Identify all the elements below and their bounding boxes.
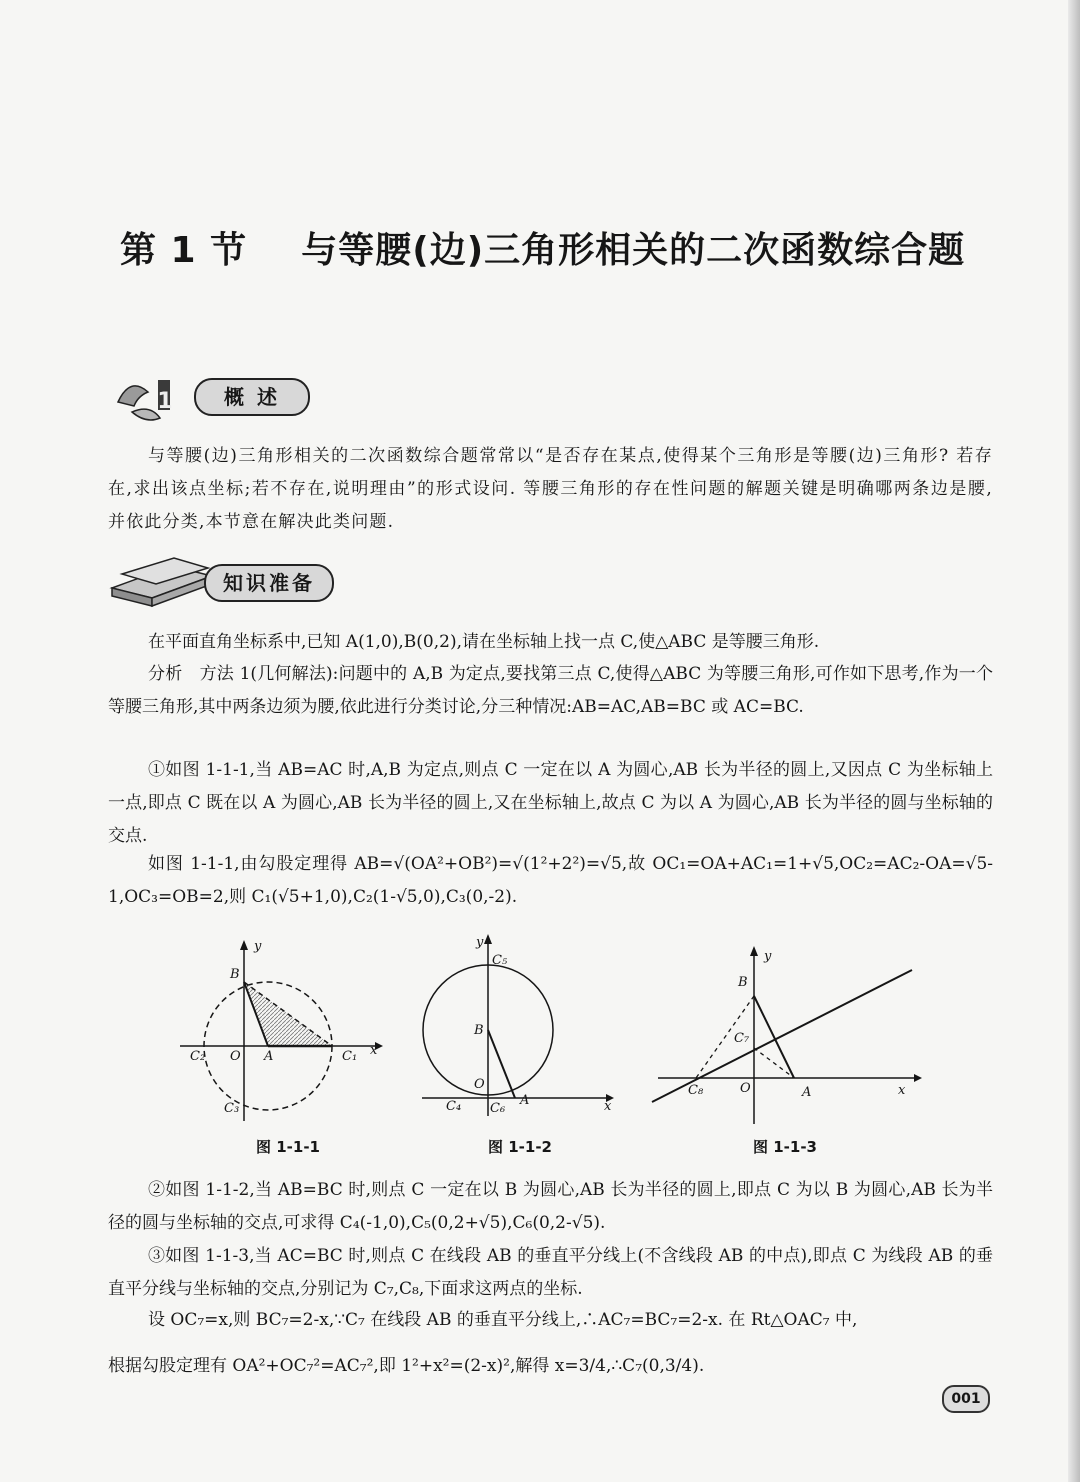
overview-text: 与等腰(边)三角形相关的二次函数综合题常常以“是否存在某点,使得某个三角形是等腰(边)三角形? 若存在,求出该点坐标;若不存在,说明理由”的形式设问. 等腰三角形的存在性问题的解题关键是明确哪两条边是腰,并依此分类,本节意在解决此类问题.: [108, 446, 993, 532]
case-1-calculation: 如图 1-1-1,由勾股定理得 AB=√(OA²+OB²)=√(1²+2²)=√5,故 OC₁=OA+AC₁=1+√5,OC₂=AC₂-OA=√5-1,OC₃=OB=2,则 C₁(√5+1,0),C₂(1-√5,0),C₃(0,-2).: [108, 854, 993, 907]
figure-1-1-2-caption: 图 1-1-2: [488, 1138, 552, 1156]
knowledge-badge-label: 知识准备: [204, 564, 334, 602]
fig2-label-c4: C₄: [446, 1099, 462, 1114]
fig2-label-c5: C₅: [492, 953, 508, 968]
analysis-text: 分析 方法 1(几何解法):问题中的 A,B 为定点,要找第三点 C,使得△ABC 为等腰三角形,可作如下思考,作为一个等腰三角形,其中两条边须为腰,依此进行分类讨论,分三种情况:AB=AC,AB=BC 或 AC=BC.: [108, 664, 993, 717]
fig1-label-b: B: [230, 967, 240, 982]
section-title: 第 1 节 与等腰(边)三角形相关的二次函数综合题: [120, 230, 966, 271]
fig1-label-x: x: [370, 1043, 378, 1058]
overview-badge: [110, 372, 310, 416]
fig2-label-b: B: [474, 1023, 484, 1038]
fig1-label-c3: C₃: [224, 1101, 240, 1116]
fig2-label-a: A: [520, 1093, 530, 1108]
segment-c7a: [754, 1048, 794, 1078]
figure-1-1-1-caption: 图 1-1-1: [256, 1138, 320, 1156]
case-3-calculation-a: 设 OC₇=x,则 BC₇=2-x,∵C₇ 在线段 AB 的垂直平分线上,∴AC₇=BC₇=2-x. 在 Rt△OAC₇ 中,: [148, 1310, 858, 1330]
fig1-label-c1: C₁: [342, 1049, 358, 1064]
knowledge-badge: [108, 548, 338, 595]
case-3-calculation-b: 根据勾股定理有 OA²+OC₇²=AC₇²,即 1²+x²=(2-x)²,解得 x=3/4,∴C₇(0,3/4).: [108, 1356, 705, 1376]
y-axis-arrow: [750, 946, 758, 956]
fig1-label-o: O: [230, 1049, 241, 1064]
y-axis-arrow: [240, 940, 248, 950]
overview-badge-label: 概 述: [194, 378, 310, 416]
segment-ab: [754, 996, 794, 1078]
page-edge-shadow: [1068, 0, 1080, 1482]
books-icon: [108, 548, 218, 610]
problem-statement: 在平面直角坐标系中,已知 A(1,0),B(0,2),请在坐标轴上找一点 C,使△ABC 是等腰三角形.: [148, 632, 820, 652]
fig2-label-x: x: [604, 1099, 612, 1114]
case-3-text: ③如图 1-1-3,当 AC=BC 时,则点 C 在线段 AB 的垂直平分线上(不含线段 AB 的中点),即点 C 为线段 AB 的垂直平分线与坐标轴的交点,分别记为 C₇,C₈,下面求这两点的坐标.: [108, 1246, 993, 1299]
fig1-label-y: y: [254, 939, 262, 954]
figure-1-1-1: [170, 936, 400, 1126]
fig3-label-a: A: [802, 1085, 812, 1100]
fig1-label-c2: C₂: [190, 1049, 206, 1064]
figure-1-1-2: [410, 930, 620, 1120]
fig3-label-b: B: [738, 975, 748, 990]
overview-emblem-icon: [110, 372, 200, 424]
fig1-label-a: A: [264, 1049, 274, 1064]
y-axis-arrow: [484, 934, 492, 944]
fig2-label-y: y: [476, 935, 484, 950]
segment-ba: [488, 1030, 515, 1098]
page-number: 001: [942, 1385, 990, 1413]
x-axis-arrow: [914, 1074, 922, 1082]
case-1-text: ①如图 1-1-1,当 AB=AC 时,A,B 为定点,则点 C 一定在以 A 为圆心,AB 长为半径的圆上,又因点 C 为坐标轴上一点,即点 C 既在以 A 为圆心,AB 长为半径的圆上,又在坐标轴上,故点 C 为以 A 为圆心,AB 长为半径的圆与坐标轴的交点.: [108, 760, 993, 846]
fig3-label-o: O: [740, 1081, 751, 1096]
fig3-label-c7: C₇: [734, 1031, 750, 1046]
overview-number-glyph: 1: [157, 389, 173, 414]
fig3-label-y: y: [764, 949, 772, 964]
case-2-text: ②如图 1-1-2,当 AB=BC 时,则点 C 一定在以 B 为圆心,AB 长为半径的圆上,即点 C 为以 B 为圆心,AB 长为半径的圆与坐标轴的交点,可求得 C₄(-1,0),C₅(0,2+√5),C₆(0,2-√5).: [108, 1180, 993, 1233]
fig3-label-c8: C₈: [688, 1083, 704, 1098]
fig2-label-o: O: [474, 1077, 485, 1092]
fig2-label-c6: C₆: [490, 1101, 506, 1116]
figure-1-1-3: [648, 940, 928, 1130]
figure-1-1-3-caption: 图 1-1-3: [753, 1138, 817, 1156]
fig3-label-x: x: [898, 1083, 906, 1098]
